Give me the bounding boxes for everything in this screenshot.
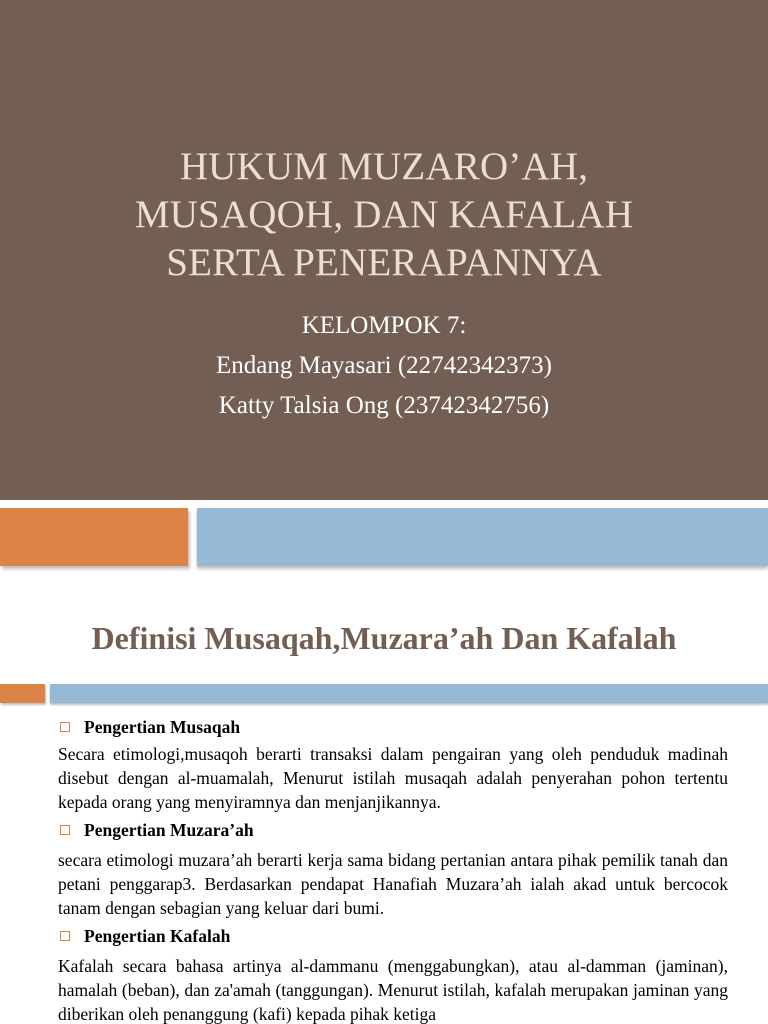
orange-accent-bar-small: [0, 684, 45, 703]
square-bullet-icon: [60, 722, 70, 732]
section-paragraph-muzaraah: secara etimologi muzara’ah berarti kerja sama bidang pertanian antara pihak pemilik tanah dan petani penggarap3. Berdasarkan pendapat Hanafiah Muzara’ah ialah akad untuk bercocok tanam dengan sebagian yang keluar dari bumi.: [58, 850, 728, 918]
section-paragraph-kafalah: Kafalah secara bahasa artinya al-dammanu (menggabungkan), atau al-damman (jaminan), hamalah (beban), dan za'amah (tanggungan). Menurut istilah, kafalah merupakan jaminan yang diberikan oleh penanggung (kafi) kepada pihak ketiga: [58, 956, 728, 1024]
member-2: Katty Talsia Ong (23742342756): [218, 392, 550, 419]
section-heading-muzaraah: [58, 817, 728, 844]
section-paragraph-musaqah: Secara etimologi,musaqoh berarti transaksi dalam pengairan yang oleh penduduk madinah disebut dengan al-muamalah, Menurut istilah musaqah adalah penyerahan pohon tertentu kepada orang yang menyiramnya dan menjanjikannya.: [58, 744, 728, 812]
blue-accent-bar-thin: [50, 684, 768, 703]
member-1: Endang Mayasari (22742342373): [215, 352, 553, 379]
square-bullet-icon: [60, 825, 70, 835]
group-label: KELOMPOK 7:: [301, 312, 467, 339]
title-line-2: MUSAQOH, DAN KAFALAH: [134, 193, 634, 236]
definition-content: [58, 714, 728, 1024]
title-slide: [0, 0, 768, 500]
square-bullet-icon: [60, 931, 70, 941]
definition-slide-title: Definisi Musaqah,Muzara’ah Dan Kafalah: [91, 620, 677, 656]
section-heading-musaqah: [58, 714, 728, 741]
heading-text: Pengertian Musaqah: [84, 717, 241, 737]
slide-divider: [0, 500, 768, 508]
subtitle-block: [60, 306, 708, 426]
slide-title: [60, 143, 708, 287]
heading-text: Pengertian Kafalah: [84, 926, 231, 946]
blue-accent-bar: [197, 508, 768, 566]
title-line-3: SERTA PENERAPANNYA: [166, 241, 602, 284]
section-heading-kafalah: [58, 923, 728, 950]
title-line-1: HUKUM MUZARO’AH,: [179, 145, 589, 188]
heading-text: Pengertian Muzara’ah: [84, 820, 254, 840]
orange-accent-bar: [0, 508, 188, 566]
